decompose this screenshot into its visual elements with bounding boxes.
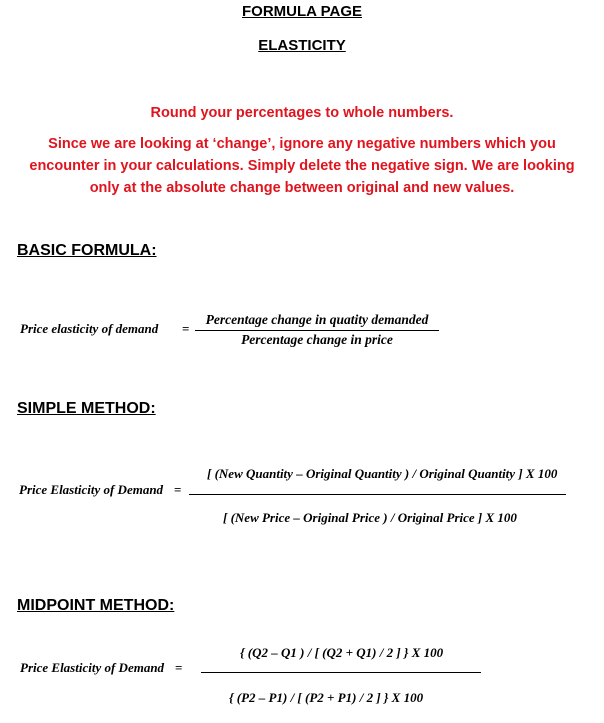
simple-fraction-bar <box>189 494 566 495</box>
simple-method-heading: SIMPLE METHOD: <box>17 400 156 417</box>
basic-numerator: Percentage change in quatity demanded <box>205 312 429 327</box>
simple-equals: = <box>174 482 182 497</box>
midpoint-fraction-bar <box>201 672 481 673</box>
note-line-2: Since we are looking at ‘change’, ignore any negative numbers which you <box>48 136 556 152</box>
note-line-4: only at the absolute change between original and new values. <box>89 180 515 196</box>
midpoint-equals: = <box>175 660 183 675</box>
simple-lhs: Price Elasticity of Demand <box>19 482 164 497</box>
basic-equals: = <box>182 321 190 336</box>
page-subtitle: ELASTICITY <box>258 37 346 54</box>
midpoint-method-heading: MIDPOINT METHOD: <box>17 597 175 614</box>
basic-formula-heading: BASIC FORMULA: <box>17 242 157 259</box>
basic-lhs: Price elasticity of demand <box>20 321 159 336</box>
midpoint-numerator: { (Q2 – Q1 ) / [ (Q2 + Q1) / 2 ] } X 100 <box>240 645 444 660</box>
basic-fraction-bar <box>195 330 439 331</box>
midpoint-denominator: { (P2 – P1) / [ (P2 + P1) / 2 ] } X 100 <box>229 690 424 705</box>
note-round: Round your percentages to whole numbers. <box>150 105 454 121</box>
note-line-3: encounter in your calculations. Simply delete the negative sign. We are looking <box>29 158 575 174</box>
page-title: FORMULA PAGE <box>242 3 362 20</box>
simple-denominator: [ (New Price – Original Price ) / Original Price ] X 100 <box>223 510 517 525</box>
midpoint-lhs: Price Elasticity of Demand <box>20 660 165 675</box>
basic-denominator: Percentage change in price <box>241 332 393 347</box>
simple-numerator: [ (New Quantity – Original Quantity ) / Original Quantity ] X 100 <box>207 466 558 481</box>
